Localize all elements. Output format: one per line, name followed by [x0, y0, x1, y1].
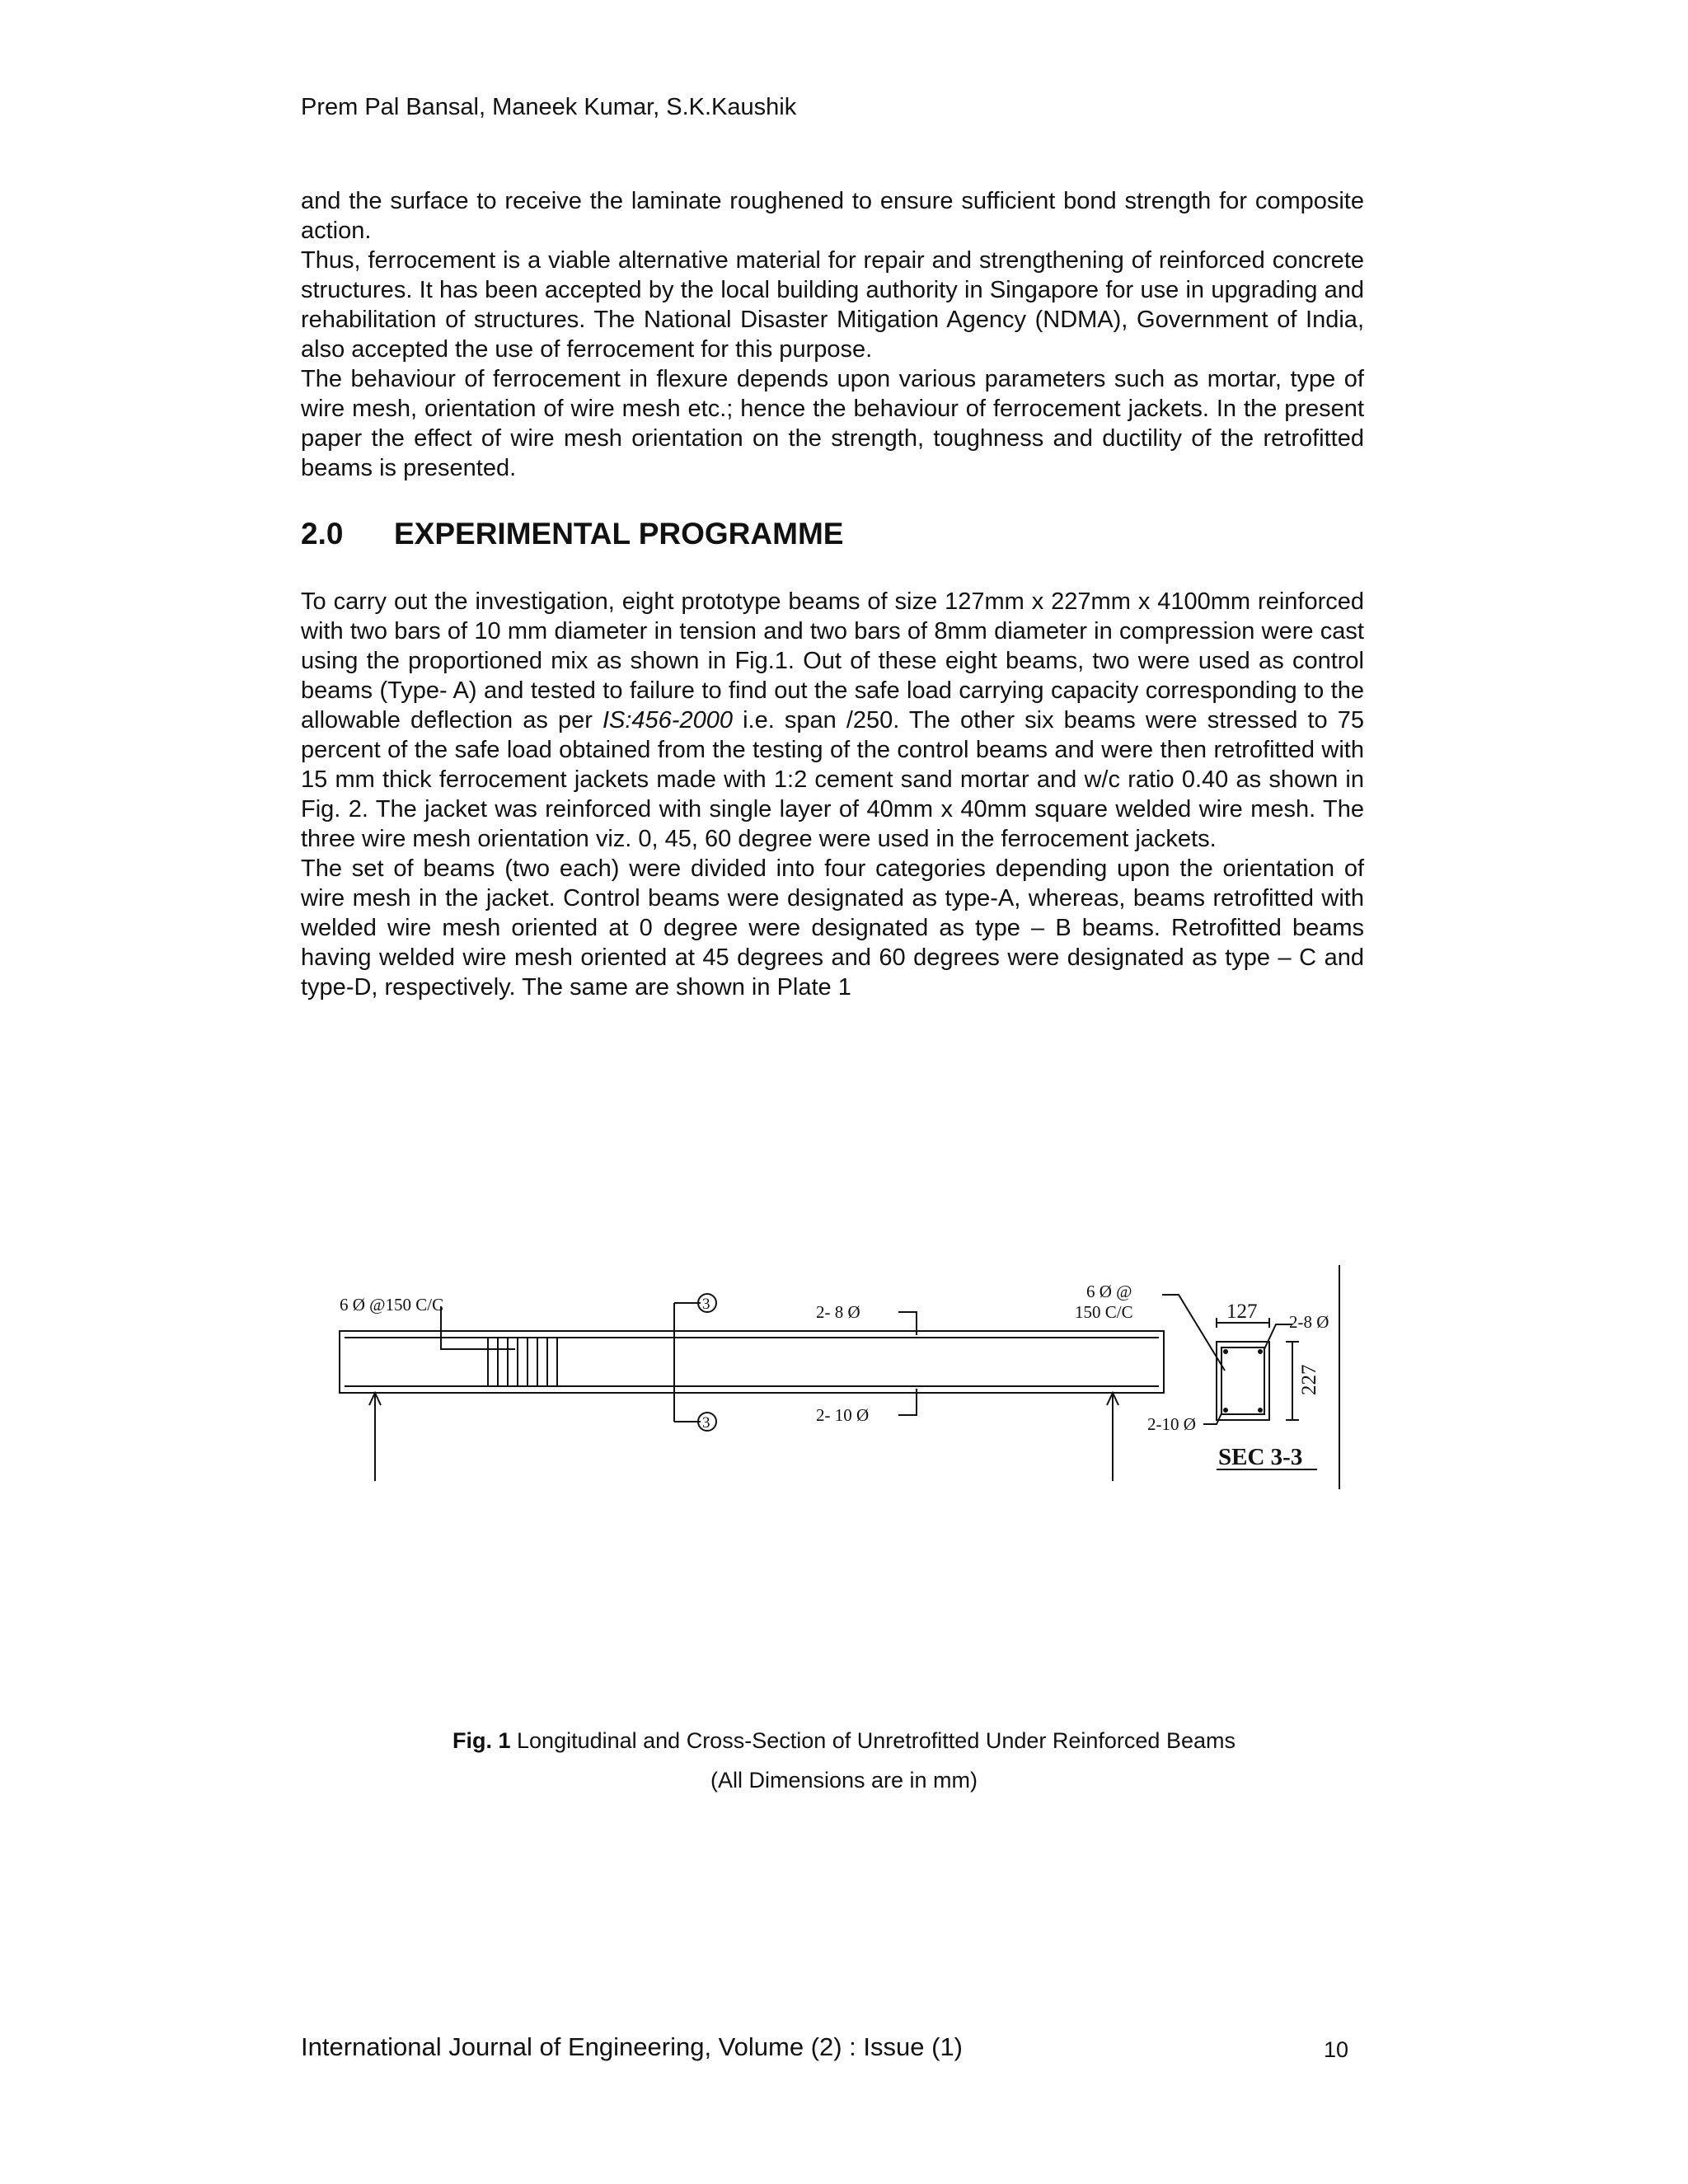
stirrup-leader	[441, 1306, 515, 1349]
beam-figure	[330, 1265, 1352, 1512]
paragraph	[301, 587, 1364, 854]
rebar-dot	[1223, 1408, 1228, 1413]
bottom-bars-label: 2- 10 Ø	[816, 1405, 870, 1425]
figure-caption-note: (All Dimensions are in mm)	[710, 1768, 978, 1793]
section-height-label: 227	[1298, 1364, 1320, 1395]
rebar-dot	[1258, 1408, 1263, 1413]
rebar-dot	[1258, 1349, 1263, 1354]
journal-footer: International Journal of Engineering, Volume (2) : Issue (1)	[301, 2032, 964, 2061]
section-title: SEC 3-3	[1218, 1444, 1303, 1470]
paragraph: The set of beams (two each) were divided into four categories depending upon the orientation of wire mesh in the jacket. Control beams were designated as type-A, whereas, beams retrofitted with welded wire mesh oriented at 0 degree were designated as type – B beams. Retrofitted beams having welded wire mesh oriented at 45 degrees and 60 degrees were designated as type – C and type-D, respectively. The same are shown in Plate 1	[301, 855, 1364, 1001]
page-number: 10	[1324, 2037, 1349, 2062]
paragraph-text: i.e. span /250. The other six beams were stressed to 75 percent of the safe load obtained from the testing of the control beams and were then retrofitted with 15 mm thick ferrocement jackets made with 1:2 cement sand mortar and w/c ratio 0.40 as shown in Fig. 2. The jacket was reinforced with single layer of 40mm x 40mm square welded wire mesh. The three wire mesh orientation viz. 0, 45, 60 degree were used in the ferrocement jackets.	[301, 707, 1364, 852]
paragraph-text: To carry out the investigation, eight prototype beams of size 127mm x 227mm x 4100mm reinforced with two bars of 10 mm diameter in tension and two bars of 8mm diameter in compression were cast using the proportioned mix as shown in Fig.1. Out of these eight beams, two were used as control beams (Type- A) and tested to failure to find out the safe load carrying capacity corresponding to the allowable deflection as per	[301, 588, 1364, 733]
section-heading	[301, 516, 843, 552]
top-bars-label: 2- 8 Ø	[816, 1302, 860, 1322]
section-stirrup-label-1: 6 Ø @	[1086, 1282, 1132, 1301]
code-reference: IS:456-2000	[602, 707, 733, 733]
section-marker-top: 3	[702, 1296, 710, 1313]
running-header: Prem Pal Bansal, Maneek Kumar, S.K.Kaushik	[301, 94, 797, 120]
section-number: 2.0	[301, 517, 344, 551]
section-marker-bottom: 3	[702, 1414, 710, 1432]
stirrup-label: 6 Ø @150 C/C	[340, 1295, 444, 1315]
intro-continuation	[301, 186, 1364, 483]
paragraph: Thus, ferrocement is a viable alternative material for repair and strengthening of reinforced concrete structures. It has been accepted by the local building authority in Singapore for use in upgrading and rehabilitation of structures. The National Disaster Mitigation Agency (NDMA), Government of India, also accepted the use of ferrocement for this purpose.	[301, 247, 1364, 363]
section-stirrup-label-2: 150 C/C	[1075, 1302, 1133, 1322]
experimental-programme-text	[301, 587, 1364, 1002]
cross-section-stirrup	[1221, 1347, 1264, 1414]
section-width-label: 127	[1226, 1301, 1258, 1323]
paragraph: The behaviour of ferrocement in flexure depends upon various parameters such as mortar, type of wire mesh, orientation of wire mesh etc.; hence the behaviour of ferrocement jackets. In the present paper the effect of wire mesh orientation on the strength, toughness and ductility of the retrofitted beams is presented.	[301, 366, 1364, 481]
paragraph: and the surface to receive the laminate roughened to ensure sufficient bond strength for composite action.	[301, 188, 1364, 244]
beam-drawing	[330, 1265, 1352, 1512]
figure-caption-text: Longitudinal and Cross-Section of Unretrofitted Under Reinforced Beams	[510, 1728, 1236, 1753]
section-bottom-bars-label: 2-10 Ø	[1147, 1414, 1196, 1434]
rebar-dot	[1223, 1349, 1228, 1354]
section-title: EXPERIMENTAL PROGRAMME	[394, 517, 844, 551]
section-stirrup-leader	[1162, 1295, 1225, 1371]
figure-caption	[0, 1727, 1688, 1755]
section-top-bars-label: 2-8 Ø	[1289, 1312, 1329, 1332]
section-bottom-bar-leader	[1203, 1413, 1221, 1424]
figure-label: Fig. 1	[452, 1728, 511, 1753]
beam-outline	[340, 1331, 1164, 1393]
